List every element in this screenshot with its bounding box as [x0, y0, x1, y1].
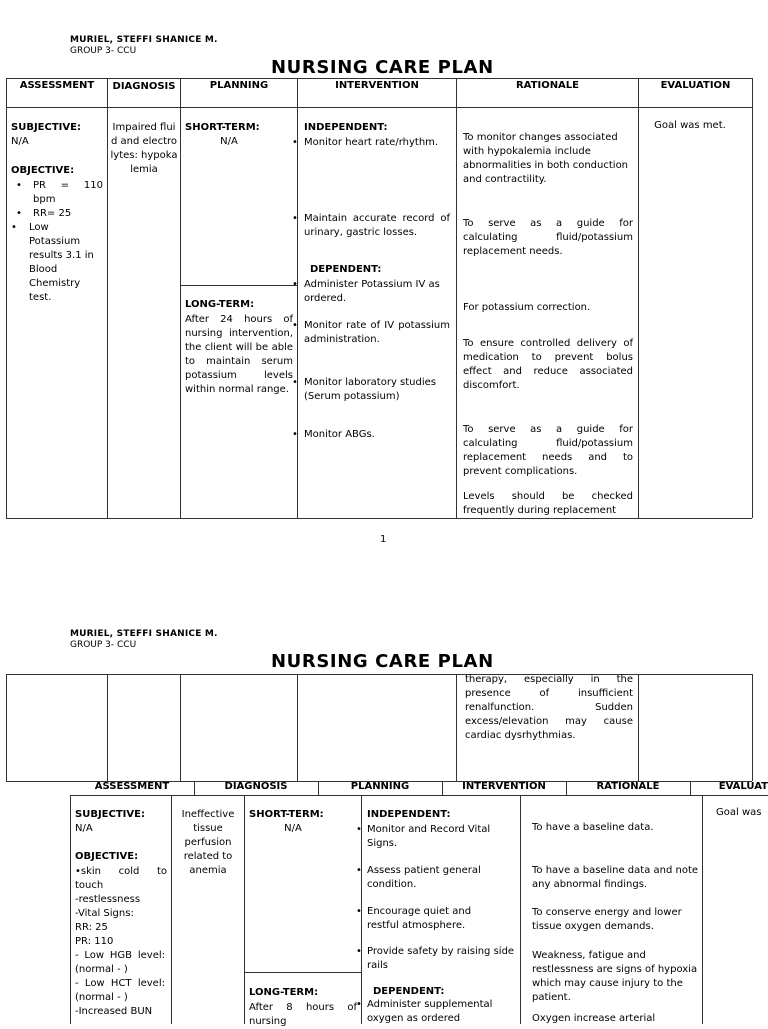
short-term-value: N/A [220, 136, 238, 147]
table-border [70, 795, 71, 1024]
intervention-item: Maintain accurate record of urinary, gastric losses. [304, 213, 450, 238]
short-term-value: N/A [284, 823, 302, 834]
group-label: GROUP 3- CCU [70, 46, 137, 56]
table-border [6, 674, 7, 781]
table-border [690, 781, 691, 795]
bullet-icon: • [356, 824, 362, 835]
header-assessment: ASSESSMENT [19, 80, 95, 91]
rationale-continued: therapy, especially in the presence of insufficient renalfunction. Sudden excess/elevation may cause cardiac dysrhythmias. [465, 674, 633, 741]
table-border [70, 795, 768, 796]
rationale-item: To monitor changes associated with hypokalemia include abnormalities in both conduction and contractility. [463, 132, 629, 185]
subjective-value: N/A [75, 823, 93, 834]
table-border [752, 78, 753, 518]
rationale-item: To conserve energy and lower tissue oxygen demands. [532, 907, 682, 932]
table-border [6, 518, 752, 519]
evaluation-text: Goal was met. [654, 120, 726, 131]
header-evaluation: EVALUAT [718, 781, 768, 792]
table-border [171, 795, 172, 1024]
long-term-label: LONG-TERM: [185, 299, 255, 310]
objective-item: -Increased BUN [75, 1006, 153, 1017]
table-border [6, 78, 7, 518]
intervention-item: Monitor heart rate/rhythm. [304, 137, 439, 148]
intervention-item: Assess patient general condition. [367, 865, 481, 890]
bullet-icon: • [16, 208, 22, 219]
table-border [752, 674, 753, 781]
table-border [6, 674, 752, 675]
rationale-item: Oxygen increase arterial [532, 1013, 656, 1024]
intervention-item: Monitor and Record Vital Signs. [367, 824, 491, 849]
table-border [566, 781, 567, 795]
bullet-icon: • [292, 213, 298, 224]
header-planning: PLANNING [350, 781, 410, 792]
header-diagnosis: DIAGNOSIS [112, 81, 176, 92]
table-border [702, 795, 703, 1024]
table-border [180, 78, 181, 518]
potassium-value: Low Potassium results 3.1 in Blood Chemistry test. [29, 222, 94, 303]
objective-item: RR: 25 [75, 922, 108, 933]
student-name: MURIEL, STEFFI SHANICE M. [70, 35, 218, 45]
objective-item: -restlessness [75, 894, 141, 905]
bullet-icon: • [356, 906, 362, 917]
header-evaluation: EVALUATION [660, 80, 731, 91]
objective-item: - Low HGB level: (normal - ) [75, 950, 165, 975]
table-border [194, 781, 195, 795]
header-rationale: RATIONALE [596, 781, 660, 792]
rationale-clip [463, 490, 633, 518]
rationale-item: To ensure controlled delivery of medication to prevent bolus effect and reduce associated discomfort. [463, 338, 633, 391]
independent-label: INDEPENDENT: [367, 809, 451, 820]
table-border [318, 781, 319, 795]
table-border [244, 795, 245, 1024]
table-border [107, 78, 108, 518]
bullet-icon: • [292, 377, 298, 388]
bullet-icon: • [292, 429, 298, 440]
page-number: 1 [380, 534, 387, 545]
intervention-item: Provide safety by raising side rails [367, 946, 515, 971]
rr-value: RR= 25 [33, 208, 72, 219]
bullet-icon: • [356, 999, 362, 1010]
table-border [456, 674, 457, 781]
table-border [442, 781, 443, 795]
rationale-item: For potassium correction. [463, 302, 591, 313]
long-term-label: LONG-TERM: [249, 987, 319, 998]
bullet-icon: • [356, 865, 362, 876]
objective-label: OBJECTIVE: [11, 165, 75, 176]
intervention-item: Monitor ABGs. [304, 429, 375, 440]
rationale-item: To serve as a guide for calculating fluid/potassium replacement needs. [463, 218, 633, 257]
short-term-label: SHORT-TERM: [249, 809, 324, 820]
subjective-value: N/A [11, 136, 29, 147]
bullet-icon: • [292, 320, 298, 331]
intervention-item: Monitor rate of IV potassium administration. [304, 320, 450, 345]
objective-item: -Vital Signs: [75, 908, 134, 919]
header-planning: PLANNING [209, 80, 269, 91]
header-rationale: RATIONALE [515, 80, 580, 91]
table-border [180, 674, 181, 781]
table-border [6, 107, 752, 108]
intervention-item: Administer supplemental oxygen as ordered [367, 999, 493, 1024]
bullet-icon: • [292, 279, 298, 290]
rationale-item: To have a baseline data. [532, 822, 654, 833]
table-border [244, 972, 362, 973]
header-intervention: INTERVENTION [462, 781, 546, 792]
intervention-item: Encourage quiet and restful atmosphere. [367, 906, 472, 931]
student-name: MURIEL, STEFFI SHANICE M. [70, 629, 218, 639]
diagnosis-text: Impaired fluid and electrolytes: hypokalemia [110, 122, 178, 175]
rationale-item: Levels should be checked frequently during replacement [463, 491, 633, 516]
diagnosis-text: Ineffective tissue perfusion related to anemia [181, 809, 235, 876]
short-term-label: SHORT-TERM: [185, 122, 260, 133]
dependent-label: DEPENDENT: [310, 264, 382, 275]
bullet-icon: • [11, 222, 17, 233]
table-border [180, 285, 298, 286]
page-title: NURSING CARE PLAN [271, 57, 494, 78]
subjective-label: SUBJECTIVE: [11, 122, 81, 133]
group-label: GROUP 3- CCU [70, 640, 137, 650]
table-border [297, 674, 298, 781]
rationale-item: To serve as a guide for calculating fluid/potassium replacement needs and to prevent complications. [463, 424, 633, 477]
intervention-item: Administer Potassium IV as ordered. [304, 279, 440, 304]
subjective-label: SUBJECTIVE: [75, 809, 145, 820]
table-border [520, 795, 521, 1024]
rationale-item: Weakness, fatigue and restlessness are signs of hypoxia which may cause injury to the patient. [532, 950, 698, 1003]
independent-label: INDEPENDENT: [304, 122, 388, 133]
objective-item: PR: 110 [75, 936, 114, 947]
dependent-label: DEPENDENT: [373, 986, 445, 997]
long-term-value: After 8 hours of nursing [249, 1002, 357, 1027]
header-diagnosis: DIAGNOSIS [224, 781, 288, 792]
objective-label: OBJECTIVE: [75, 851, 139, 862]
table-border [456, 78, 457, 518]
pr-value: PR = 110 bpm [33, 180, 103, 205]
objective-item: - Low HCT level: (normal - ) [75, 978, 165, 1003]
long-term-value: After 24 hours of nursing intervention, the client will be able to maintain serum potassium levels within normal range. [185, 314, 293, 395]
header-assessment: ASSESSMENT [94, 781, 170, 792]
bullet-icon: • [16, 180, 22, 191]
table-border [6, 78, 752, 79]
objective-item: •skin cold to touch [75, 866, 167, 891]
bullet-icon: • [356, 946, 362, 957]
table-border [107, 674, 108, 781]
table-border [638, 674, 639, 781]
bullet-icon: • [292, 137, 298, 148]
rationale-item: To have a baseline data and note any abnormal findings. [532, 865, 699, 890]
table-border [638, 78, 639, 518]
page-title: NURSING CARE PLAN [271, 651, 494, 672]
evaluation-text: Goal was [716, 807, 762, 818]
header-intervention: INTERVENTION [335, 80, 419, 91]
intervention-item: Monitor laboratory studies (Serum potassium) [304, 377, 437, 402]
